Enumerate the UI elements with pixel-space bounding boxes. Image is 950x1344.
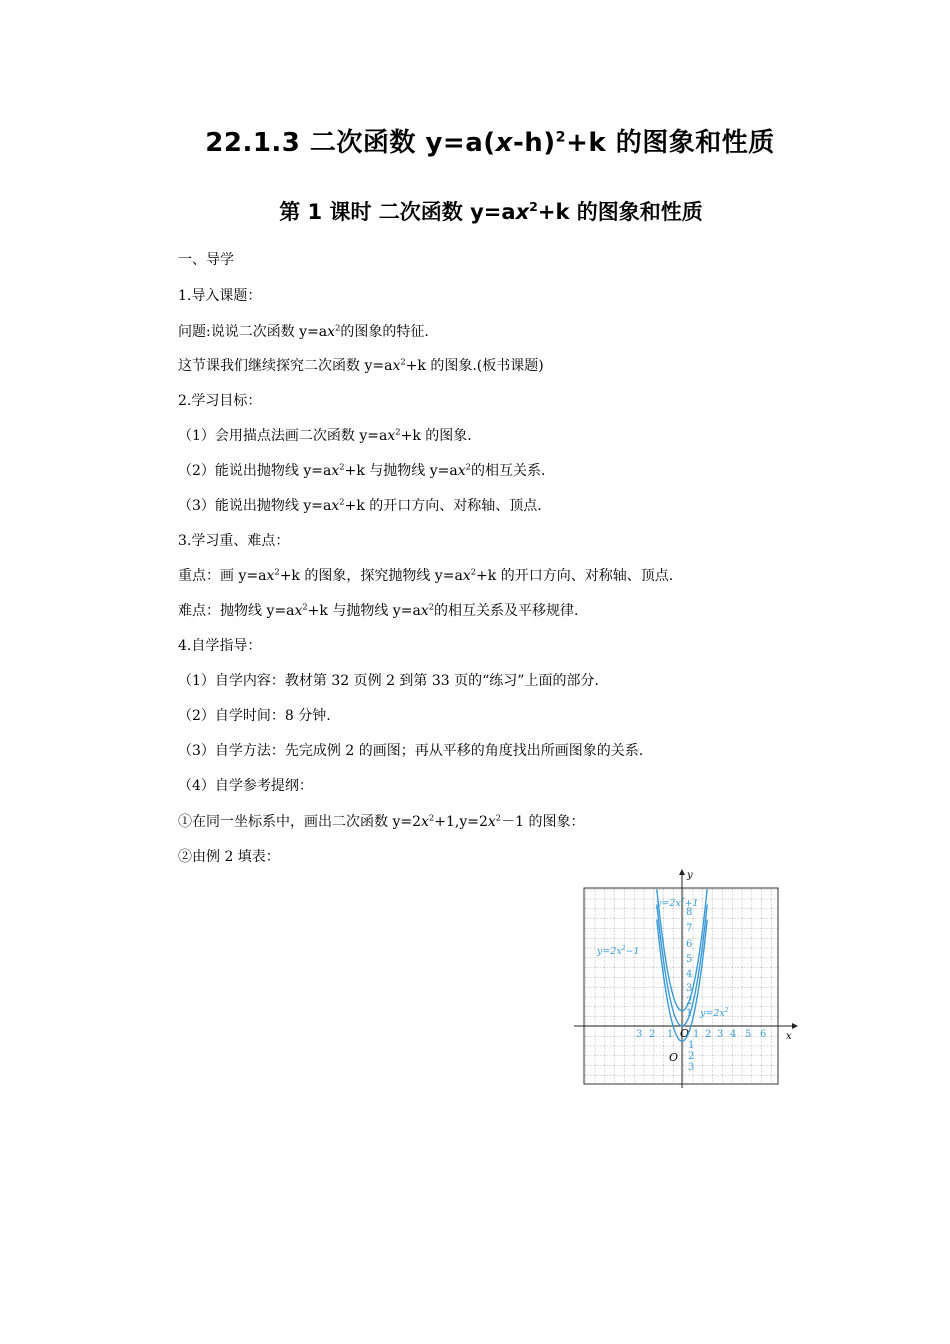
self-study-method: （3）自学方法：先完成例 2 的画图；再从平移的角度找出所画图象的关系. — [178, 743, 644, 759]
exponent: 2 — [302, 601, 308, 612]
y-tick-2: 2 — [686, 996, 693, 1007]
y-tick-5: 5 — [686, 954, 693, 965]
var-x: x — [331, 463, 340, 479]
var-x: x — [487, 814, 496, 830]
label-exponent: 2 — [621, 945, 626, 952]
parabola-graph — [570, 866, 820, 1090]
var-x: x — [392, 358, 401, 374]
exponent: 2 — [400, 356, 406, 367]
text: （1）会用描点法画二次函数 y=a — [178, 428, 388, 444]
y-tick-neg-3: 3 — [688, 1062, 695, 1073]
text: 的相互关系. — [470, 463, 546, 479]
page-title — [0, 122, 950, 159]
outline-step-1 — [178, 812, 585, 832]
var-x: x — [294, 603, 303, 619]
y-tick-6: 6 — [686, 939, 693, 950]
y-axis-arrow-icon — [679, 869, 685, 875]
subtitle-text-c: +k 的图象和性质 — [537, 200, 703, 224]
text: +k 与抛物线 y=a — [307, 603, 421, 619]
text: +k 的图象. — [400, 428, 472, 444]
goal-3 — [178, 496, 542, 516]
x-tick-3: 3 — [717, 1029, 724, 1040]
grid-frame — [584, 888, 778, 1084]
var-x: x — [387, 428, 396, 444]
subtitle-var-x: x — [515, 200, 530, 224]
subtitle-text-a: 第 1 课时 二次函数 y=a — [279, 200, 516, 224]
y-tick-8: 8 — [686, 907, 693, 918]
text: 问题:说说二次函数 y=a — [178, 324, 328, 340]
label-y-2x2-minus-1 — [596, 945, 640, 957]
y-tick-neg-2: 2 — [688, 1051, 695, 1062]
text: +k 的图象，探究抛物线 y=a — [279, 568, 463, 584]
title-var-x: x — [495, 128, 513, 158]
subtitle-exponent: 2 — [529, 199, 538, 214]
y-tick-1: 1 — [686, 1008, 693, 1019]
text: ①在同一坐标系中，画出二次函数 y=2 — [178, 814, 421, 830]
label-text: +1 — [684, 898, 699, 909]
item-self-study: 4.自学指导： — [178, 638, 262, 654]
text: 的相互关系及平移规律. — [434, 603, 579, 619]
label-var-x: x — [616, 946, 622, 957]
item-key-points: 3.学习重、难点： — [178, 533, 290, 549]
exponent: 2 — [339, 496, 345, 507]
text: 的图象的特征. — [340, 324, 429, 340]
label-y-2x2-plus-1 — [655, 897, 699, 909]
y-axis-label: y — [687, 870, 693, 881]
x-axis-label: x — [786, 1031, 792, 1042]
x-tick-neg-1: 1 — [667, 1029, 674, 1040]
line-difficult-point — [178, 601, 579, 621]
title-text-c: +k 的图象和性质 — [566, 128, 775, 158]
text: 这节课我们继续探究二次函数 y=a — [178, 358, 393, 374]
exponent: 2 — [470, 566, 477, 577]
self-study-content: （1）自学内容：教材第 32 页例 2 到第 33 页的“练习”上面的部分. — [178, 673, 599, 689]
var-x: x — [420, 603, 429, 619]
label-exponent: 2 — [680, 897, 685, 904]
y-tick-4: 4 — [686, 969, 693, 980]
var-x: x — [457, 463, 466, 479]
text: +k 与抛物线 y=a — [344, 463, 458, 479]
exponent: 2 — [465, 461, 471, 472]
exponent: 2 — [428, 812, 435, 823]
line-key-point — [178, 566, 673, 586]
x-axis-arrow-icon — [792, 1023, 798, 1029]
line-lesson-intro — [178, 356, 544, 376]
var-x: x — [266, 568, 275, 584]
x-tick-1: 1 — [693, 1029, 700, 1040]
title-text-b: -h) — [512, 128, 556, 158]
text: 重点：画 y=a — [178, 568, 267, 584]
outline-step-2: ②由例 2 填表： — [178, 849, 280, 865]
self-study-time: （2）自学时间：8 分钟. — [178, 708, 331, 724]
goal-2 — [178, 461, 545, 481]
x-tick-neg-2: 2 — [649, 1029, 656, 1040]
label-y-2x2 — [699, 1007, 729, 1019]
label-exponent: 2 — [724, 1007, 729, 1014]
title-exponent: 2 — [555, 129, 567, 146]
x-tick-neg-3: 3 — [636, 1029, 643, 1040]
x-tick-4: 4 — [730, 1029, 737, 1040]
label-var-x: x — [675, 898, 681, 909]
item-learning-goals: 2.学习目标： — [178, 393, 262, 409]
text: －1 的图象： — [501, 814, 585, 830]
var-x: x — [421, 814, 429, 830]
text: （3）能说出抛物线 y=a — [178, 498, 332, 514]
label-text: y=2 — [597, 946, 617, 957]
text: +k 的开口方向、对称轴、顶点. — [476, 568, 674, 584]
exponent: 2 — [428, 601, 435, 612]
text: +k 的图象.(板书课题) — [405, 358, 544, 374]
line-question — [178, 322, 429, 342]
page-subtitle — [0, 196, 950, 226]
label-text: y=2 — [700, 1008, 720, 1019]
label-text: y=2 — [656, 898, 676, 909]
y-tick-neg-1: 1 — [688, 1040, 695, 1051]
exponent: 2 — [274, 566, 280, 577]
x-tick-5: 5 — [745, 1029, 752, 1040]
exponent: 2 — [335, 322, 341, 333]
var-x: x — [331, 498, 340, 514]
y-tick-3: 3 — [686, 983, 693, 994]
self-study-outline: （4）自学参考提纲： — [178, 778, 313, 794]
var-x: x — [327, 324, 336, 340]
x-tick-2: 2 — [705, 1029, 712, 1040]
exponent: 2 — [395, 426, 401, 437]
section-heading-guide: 一、导学 — [178, 252, 234, 268]
exponent: 2 — [495, 812, 502, 823]
goal-1 — [178, 426, 472, 446]
label-text: −1 — [625, 946, 640, 957]
title-text-a: 22.1.3 二次函数 y=a( — [205, 128, 496, 158]
item-intro-topic: 1.导入课题： — [178, 288, 262, 304]
text: 难点：抛物线 y=a — [178, 603, 295, 619]
origin-label: O — [680, 1027, 690, 1040]
text: +1,y=2 — [434, 814, 488, 830]
y-tick-7: 7 — [686, 923, 693, 934]
x-tick-6: 6 — [760, 1029, 767, 1040]
exponent: 2 — [339, 461, 345, 472]
var-x: x — [462, 568, 471, 584]
label-var-x: x — [719, 1008, 725, 1019]
text: +k 的开口方向、对称轴、顶点. — [344, 498, 542, 514]
text: （2）能说出抛物线 y=a — [178, 463, 332, 479]
origin-label-2: O — [669, 1051, 679, 1064]
